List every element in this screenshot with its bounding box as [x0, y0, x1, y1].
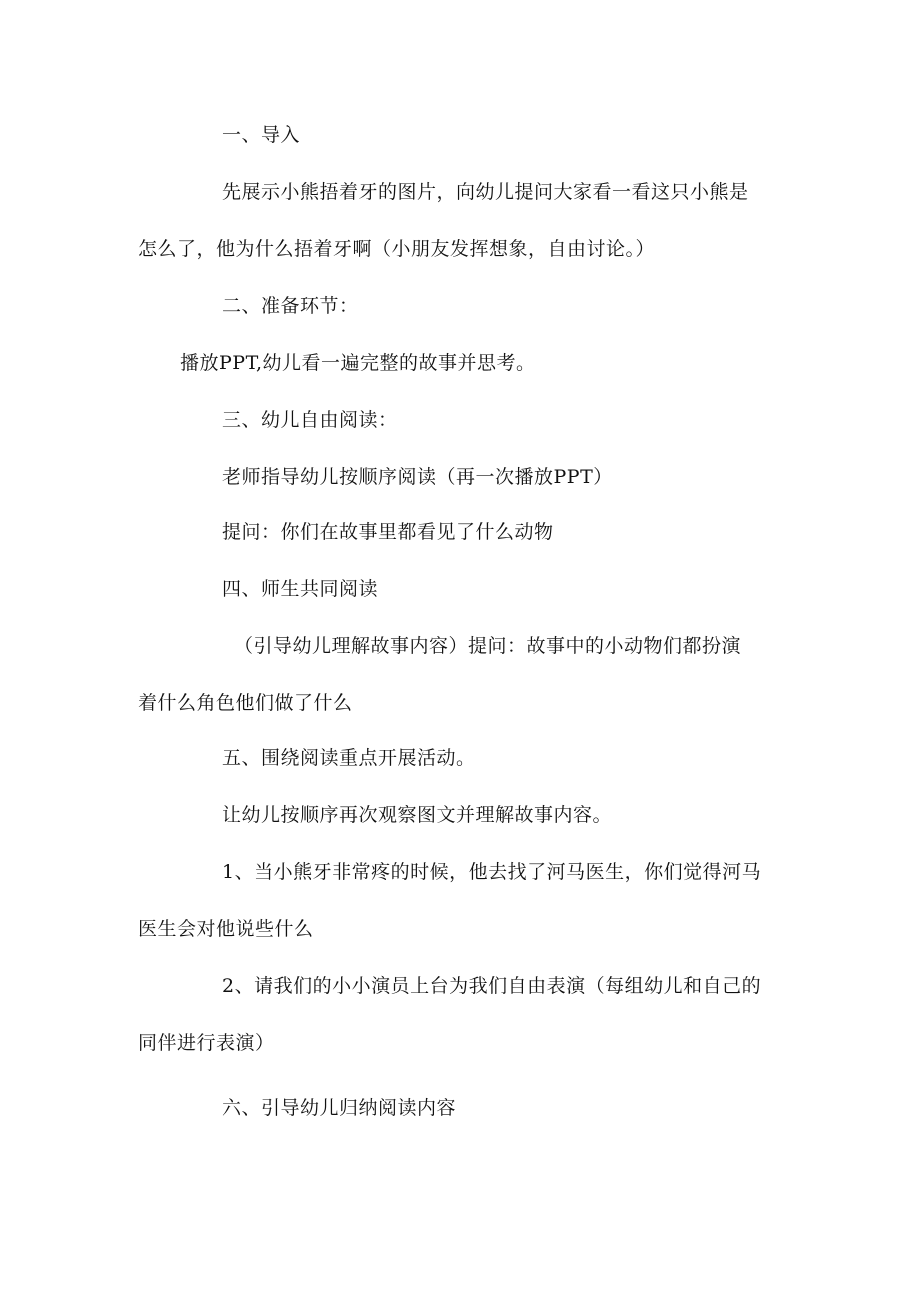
section-heading-free-reading: 三、幼儿自由阅读：: [222, 409, 398, 431]
paragraph-line: 让幼儿按顺序再次观察图文并理解故事内容。: [222, 804, 613, 826]
numbered-item-1: 1、当小熊牙非常疼的时候，他去找了河马医生，你们觉得河马: [222, 861, 762, 883]
section-heading-shared-reading: 四、师生共同阅读: [222, 578, 379, 600]
paragraph-line: 提问：你们在故事里都看见了什么动物: [222, 521, 554, 543]
paragraph-line: （引导幼儿理解故事内容）提问：故事中的小动物们都扮演: [234, 635, 742, 657]
section-heading-intro: 一、导入: [222, 124, 301, 146]
section-heading-summary: 六、引导幼儿归纳阅读内容: [222, 1097, 457, 1119]
paragraph-line: 老师指导幼儿按顺序阅读（再一次播放PPT）: [222, 466, 613, 488]
paragraph-line: 先展示小熊捂着牙的图片，向幼儿提问大家看一看这只小熊是: [222, 181, 749, 203]
paragraph-line: 播放PPT,幼儿看一遍完整的故事并思考。: [180, 352, 536, 374]
paragraph-line: 怎么了，他为什么捂着牙啊（小朋友发挥想象，自由讨论。）: [138, 238, 656, 260]
section-heading-preparation: 二、准备环节：: [222, 295, 359, 317]
paragraph-line: 医生会对他说些什么: [138, 918, 314, 940]
paragraph-line: 同伴进行表演）: [138, 1032, 275, 1054]
numbered-item-2: 2、请我们的小小演员上台为我们自由表演（每组幼儿和自己的: [222, 975, 762, 997]
section-heading-activities: 五、围绕阅读重点开展活动。: [222, 747, 476, 769]
paragraph-line: 着什么角色他们做了什么: [138, 692, 353, 714]
